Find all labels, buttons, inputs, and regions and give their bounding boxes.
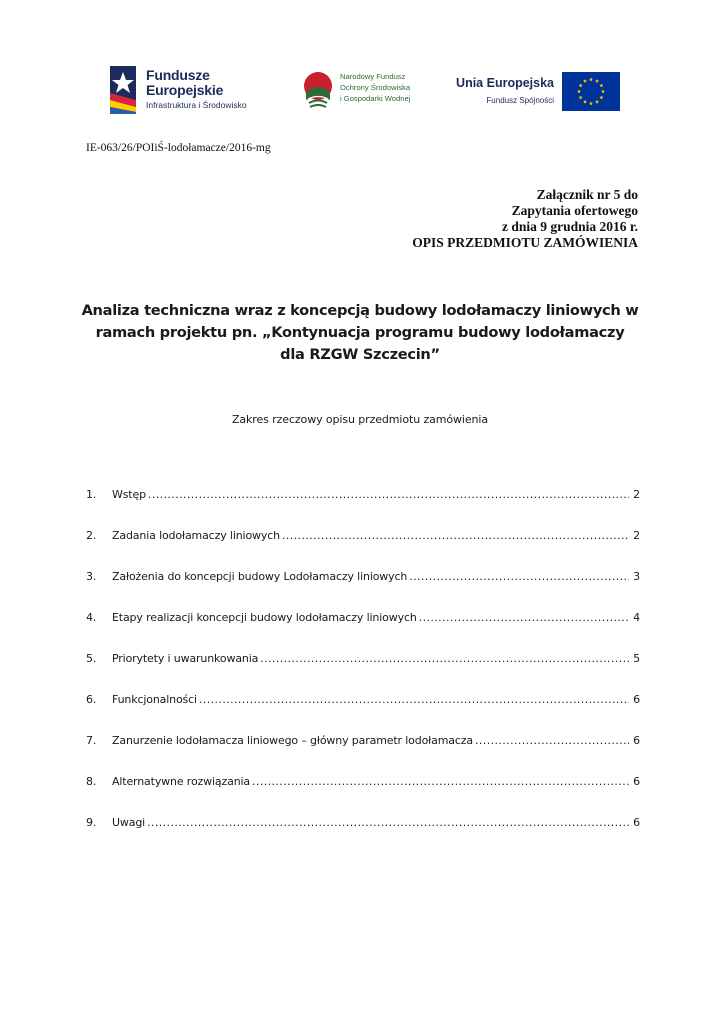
toc-entry[interactable] [86, 775, 640, 791]
document-title [80, 300, 640, 366]
toc-page: 4 [633, 611, 640, 624]
toc-leader [260, 652, 629, 665]
toc-page: 6 [633, 775, 640, 788]
toc-page: 6 [633, 734, 640, 747]
toc-page: 2 [633, 488, 640, 501]
toc-label: Priorytety i uwarunkowania [112, 652, 259, 665]
fe-logo-line1: Fundusze [146, 67, 210, 83]
toc-leader [199, 693, 629, 706]
toc-entry[interactable] [86, 529, 640, 545]
toc-number: 8. [86, 775, 97, 788]
nfosigw-emblem-icon [300, 70, 336, 110]
toc-page: 6 [633, 693, 640, 706]
ue-logo-text [456, 76, 554, 105]
toc-label: Założenia do koncepcji budowy Lodołamaczy liniowych [112, 570, 408, 583]
document-subtitle: Zakres rzeczowy opisu przedmiotu zamówienia [231, 413, 489, 426]
toc-leader [148, 488, 629, 501]
toc-entry[interactable] [86, 816, 640, 832]
fe-logo-text [146, 68, 247, 110]
eu-funds-star-icon [108, 66, 138, 114]
attachment-line: OPIS PRZEDMIOTU ZAMÓWIENIA [412, 235, 638, 250]
toc-page: 3 [633, 570, 640, 583]
toc-number: 2. [86, 529, 97, 542]
toc-leader [475, 734, 629, 747]
toc-entry[interactable] [86, 734, 640, 750]
attachment-line: Zapytania ofertowego [511, 203, 638, 218]
toc-leader [282, 529, 629, 542]
nf-logo-line1: Narodowy Fundusz [340, 72, 406, 81]
toc-label: Alternatywne rozwiązania [112, 775, 251, 788]
toc-label: Wstęp [112, 488, 146, 501]
fe-logo-line2: Europejskie [146, 82, 224, 98]
toc-page: 6 [633, 816, 640, 829]
document-title-line: Analiza techniczna wraz z koncepcją budowy lodołamaczy liniowych w [81, 302, 639, 319]
ue-logo-line2: Fundusz Spójności [486, 96, 554, 105]
nf-logo-text [340, 71, 410, 104]
toc-page: 5 [633, 652, 640, 665]
document-title-line: ramach projektu pn. „Kontynuacja programu budowy lodołamaczy [95, 324, 625, 341]
ue-logo-line1: Unia Europejska [456, 76, 554, 90]
toc-number: 7. [86, 734, 97, 747]
toc-entry[interactable] [86, 611, 640, 627]
toc-leader [147, 816, 629, 829]
toc-leader [409, 570, 629, 583]
toc-number: 1. [86, 488, 97, 501]
document-title-line: dla RZGW Szczecin” [280, 346, 440, 363]
toc-entry[interactable] [86, 652, 640, 668]
toc-label: Zadania lodołamaczy liniowych [112, 529, 280, 542]
logo-unia-europejska [452, 72, 622, 112]
logo-fundusze-europejskie [108, 64, 278, 118]
toc-entry[interactable] [86, 488, 640, 504]
logo-nfosigw [300, 68, 425, 114]
toc-label: Zanurzenie lodołamacza liniowego – główny parametr lodołamacza [112, 734, 473, 747]
toc-entry[interactable] [86, 570, 640, 586]
nf-logo-line3: i Gospodarki Wodnej [340, 94, 411, 103]
toc-number: 6. [86, 693, 97, 706]
eu-flag-icon [562, 72, 620, 111]
toc-entry[interactable] [86, 693, 640, 709]
toc-leader [252, 775, 629, 788]
document-reference: IE-063/26/POIiŚ-lodołamacze/2016-mg [86, 142, 271, 154]
toc-leader [419, 611, 629, 624]
toc-number: 9. [86, 816, 97, 829]
attachment-line: z dnia 9 grudnia 2016 r. [501, 219, 638, 234]
attachment-block [412, 187, 638, 251]
toc-number: 3. [86, 570, 97, 583]
attachment-line: Załącznik nr 5 do [536, 187, 638, 202]
toc-label: Uwagi [112, 816, 146, 829]
toc-page: 2 [633, 529, 640, 542]
toc-label: Funkcjonalności [112, 693, 197, 706]
fe-logo-line3: Infrastruktura i Środowisko [146, 100, 247, 110]
nf-logo-line2: Ochrony Środowiska [340, 83, 411, 92]
toc-label: Etapy realizacji koncepcji budowy lodołamaczy liniowych [112, 611, 417, 624]
toc-number: 4. [86, 611, 97, 624]
toc-number: 5. [86, 652, 97, 665]
